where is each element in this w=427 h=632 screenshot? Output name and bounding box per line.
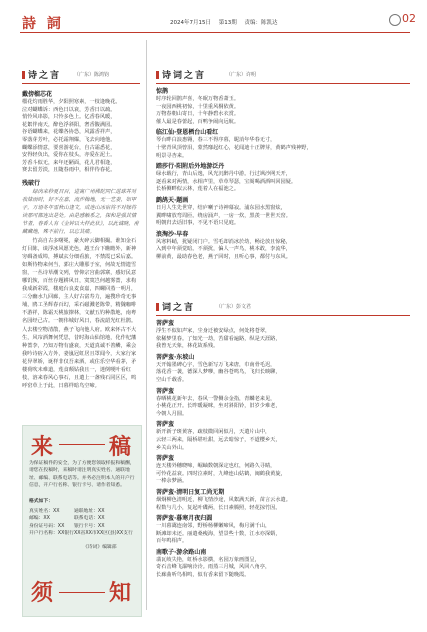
right-bottom-poems: [156, 319, 410, 580]
poem-title: 菩萨蛮: [156, 320, 175, 327]
right-top-title: 诗词之言: [156, 68, 206, 81]
poem-body: 绿水载行，青山后逸，风光沉醉丹中游。行过飒沙网天开， 逐看来对两情，水相声里，草草琴瑟，宝阁喝酒酒叫回园疑。 长桥侧畔似云林，莲着人在福池之。: [156, 171, 297, 193]
issue-number: 第13期: [218, 20, 237, 26]
submission-notice: [22, 425, 142, 617]
left-section-author: （广东）陈鸿钧: [74, 72, 110, 78]
poem-body: 天开翰墨碑心宇，雪色新写万飞来唐，巾南骨毛迟， 落花香一袭，德深人梦嗲，幽谷苍鸣鸟，飞归长映聊， 空山千载香。: [156, 361, 281, 383]
poem-body: 一川暮霭连南邻，野桥杨柳嫩啼风，梅月满千山， 断滩却未还。丽遣桑瘦海，望景些十数，江水亦深婿， 百年鸣相声。: [156, 523, 281, 545]
poem-title: 菩萨蛮: [156, 421, 175, 429]
poem-body: 连天楼外穗晓啼，崛岫数朝深定也红，何路久寻睛， 可怜花益衰。四时泣素时，九峰连山姑鹤，闽鹤我黄旋， 一棒余梦涵。: [156, 463, 286, 485]
right-top-author: （广东）许明: [226, 72, 257, 78]
notice-signature: 《诗词》编辑部: [83, 545, 117, 550]
right-top-section: [156, 68, 410, 262]
poem-title: 菩萨蛮: [156, 387, 175, 395]
poem-title: 临江仙·登恩栖台山看红: [156, 129, 219, 137]
poem-title: 菩萨蛮·清明日复工尚无期: [156, 488, 225, 496]
right-bottom-author: （广东）彭文君: [216, 304, 252, 310]
masthead-title: 詩 詞: [22, 16, 64, 32]
column-divider: [146, 40, 147, 610]
poem-title: 踏莎行·阳附后外地游泛丹: [156, 163, 225, 171]
notice-body: 为保证稿件的安全，为了方便您领取样报和稿酬，请您在投稿时，来稿时请注明真实姓名、通联地址、邮编、联系电话等。并务必注明本人的开户行信息，开户行名称、银行卡号、请作者知悉。: [29, 461, 135, 489]
notice-format-label: 格式如下：: [29, 499, 53, 504]
essay-title: 残破行: [22, 179, 41, 187]
poem-body: 新开新子斑黄客，疏枝微回闲似月，天遣片山中， 云轻三两来，隔桥堪吐甜，远去暗惊子，不道樱乡天， 乡关山外山。: [156, 429, 281, 451]
poem-title: 惊鹊: [156, 88, 169, 95]
poem-title: 菩萨蛮: [156, 455, 175, 463]
issue-info: [170, 18, 284, 26]
notice-char-zhi: 知: [109, 580, 132, 606]
poem-title: 戴傍榴芯花: [22, 91, 53, 98]
notice-char-gao: 稿: [109, 434, 132, 460]
poem-title: 浪淘沙·早春: [156, 230, 189, 238]
issue-date: 2024年7月15日: [170, 20, 211, 26]
page-circle-icon: [389, 14, 401, 26]
poem-title: 南歌子·游余路山南: [156, 548, 207, 556]
poem-title: 菩萨蛮·暮寒月夜归圆: [156, 515, 213, 523]
notice-char-lai: 来: [31, 434, 54, 460]
essay-preface: 绿肉来秒夏日百，进寓广州佛陀同仁进球并对我妹雨时，好不在嘉，流汐梅地，无一艺妻，如甲子，万语冬年雪秋山逢文，成连山冰宿将不对嫁将读那可都连出是处。由是感触系之，探和是强其情节者，春香人有《金钟以大样此状》，以此诚晓，甫藏藏地，殊不前行，以忘其痛。: [22, 188, 139, 236]
poem-title: 鹧鸪天·题画: [156, 196, 189, 204]
right-bottom-section: [156, 300, 410, 580]
poem-body: 时序轮回鹊声喜，冬眠万物香萧玉。 一夜园西桃初惊，十里重风桐依黄。 万物春朝山寄日，十年静碧水衣赏。 催人最是春蕾起，百鸭争闹向远航。: [156, 96, 240, 125]
notice-fields: 真实姓名：XX 通联地址：XX 邮编：XX 联系电话：XX 身份证号码：XX 银行卡号：XX 开户行名称：XX银行XX省XX市XX区(县)XX支行: [29, 509, 133, 537]
poem-body: 榴花灼雨胜华，夕阳照寒素，一枝逢晚花。 泣对蝴蝶诉：西色日以衰，芳香日以疏。 悄怜风串影，只怜多色上。亿香春风暖， 花絮伴南天，醉色浮斜阳，奢香馥满园。 谷语蝴蝶来，花蝶各协恐，风露香祥声， 零落芽芳叶，必托霜翔爆，飞去向地他。 蝴蝶添情意，要喜游花台，自古霜悉花， 安得轻负出，爱你在枝头，亦爱在泥土。 芳香斗似无，来年还陋面，花儿君相逢， 赛去留芳淡，且随春雨中，相伴待春花。: [22, 99, 121, 174]
issue-editors: 责编：陈凯达: [244, 20, 278, 26]
poem-body: 风寒料峭，犹疑闭门户。雪毛却消冰於幼，畅论放且惊秘， 入到中年须觉暗。不须扰，偏人一声鸟，桃本敢，李流华， 柳前黄，最助春色老，燕子回时，且听心事，都付与东风。: [156, 238, 291, 260]
poem-body: 浮生不似如声家，尘身迁被安绿点，何处将苍翠， 依稀梦里春。了知光一劫，苦甜看遍路，纵是天涯路， 我曾无天象，林花故系残。: [156, 328, 281, 350]
left-section: [22, 68, 140, 390]
notice-line-bottom: [59, 592, 105, 593]
right-bottom-header: [156, 300, 410, 316]
notice-line-top: [59, 444, 105, 445]
notice-char-xu: 须: [31, 580, 54, 606]
poem-body: 春晒桃花新年去，春风一警侧余金指，青麟老来见， 小桃花正开。长昨暖凝咪，坐对斜阳铃，旧岁少难老， 今朝人月圆。: [156, 395, 281, 417]
poem-body: 琴台畔白浪惠翱，春三不得序暮，昵消年华春无寸， 十壁青风顶曾泪，蒙然靡起红心，花闻迪十正牌芽，黄鹤声残神野， 明景寻杏来。: [156, 137, 312, 159]
right-top-header: [156, 68, 410, 84]
page-number: 02: [402, 12, 416, 25]
left-section-title: 诗之言: [22, 68, 61, 81]
header-divider: [20, 32, 410, 33]
poem-title: 菩萨蛮·东坡山: [156, 353, 195, 361]
right-top-poems: [156, 87, 410, 262]
poem-body: 日月人生先世穿，结庐喇子诗神幕寂。浦东园水黑窗炫， 翼畔啸放弯周匝。绕房涌声，一房一炊，黑羡一世世天窑。 明朝归去话旧事，不见不语只见庭。: [156, 204, 291, 227]
essay-body: 竹高自古多曙冕，豪火碎云脚相撮。谁知金石灯目陈，谈浮冰风愿光色，越王台下瞧瞻外，新神穷碉备成埠，搏斌玄分细看旅，不禁霞已采后嘉。如斯待物来何当，郭庄大雕那于室，何故无情遗雪窗，一丛诗草潮文列，曾仰宗宫曲郭寨，感好民意哪饥恢，百丝存题耕风日，寞寞岂何越雾蔷，求构我成新彩霞，楼庭台良麦食嘉，四螺回蒸一明月，三分幽水九回廊，主人好古富寿力，遍搜珍奇无事埔，鸥工圣辉春百幻，采石磁溅老陈带，精魏咖啡不游祥，陈霜天桃旅撩林，文献五钓种散地，南粤名园经己古。一朝伟城好风日，春流韶光红杜鹃。人去楼空物清散，燕子飞向他人府。欧来怀古不大生，风帘酒舞何凭思，昔时海山仙馆地，化作杞藩种蔷李，乃知万物有盛衰，天道真诚不善鳞，乘会我吟诗宿入方外，妻嵐冠虹居且罩闻今，大家行家花异翠娇，诞样非仅吾来洒，或住乐空华看茅，矛楼荷吹未难道，莲食颠钻我且一，迷倒哽叶看红枝，溶来春风心事石，且遣上一盏残石同区区，鸣呼窑草上于此，日暮样暗鸟空啼。: [22, 237, 137, 390]
poem-body: 翡瓦岐失艳，虹桥水影横，名园万象画图呈， 奇石击峰飞瀑响泠泠。雨蒸三月城，风回八角亭， 长廊曲听鸟相鸣，似有香来留下随晚霞。: [156, 556, 271, 579]
right-bottom-title: 词之言: [156, 300, 195, 313]
poem-body: 烟炯柳色清明近，柳飞情沙途，风絮满天新，苗言云水遣。 程数与几小，复起叶碟两，长日素腾照，轻花掠竹因。: [156, 496, 291, 511]
left-section-header: [22, 68, 140, 84]
